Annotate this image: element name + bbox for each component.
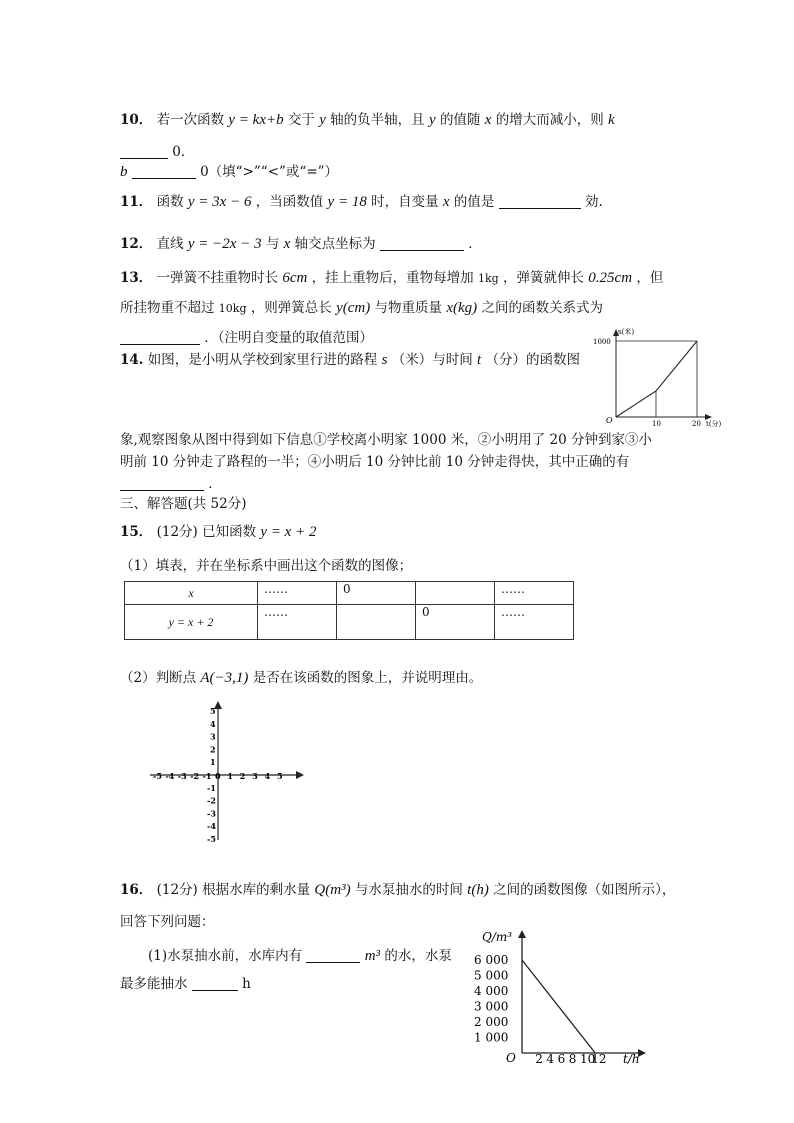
q10-text: 0（填“>”“<”或“=”） xyxy=(200,164,339,180)
q10-var: y xyxy=(319,112,326,128)
table-cell: y = x + 2 xyxy=(125,605,258,640)
q16-text: (1)水泵抽水前，水库内有 xyxy=(148,948,303,964)
q16-y-tick: 1 000 xyxy=(474,1030,509,1045)
q15-score: (12分) xyxy=(156,524,198,540)
table-cell[interactable]: …… xyxy=(258,582,337,605)
q14-path-line xyxy=(616,341,697,417)
q16-x-tick: 10 xyxy=(580,1052,596,1065)
grid-x-arrow xyxy=(296,771,304,779)
q15-text: （2）判断点 xyxy=(120,670,197,686)
grid-x-tick: -2 xyxy=(190,771,200,781)
q16-y-tick: 3 000 xyxy=(474,999,509,1014)
q13-value: 10kg xyxy=(218,302,247,315)
grid-y-tick: 5 xyxy=(210,706,216,717)
q14-text: （分）的函数图 xyxy=(485,352,580,368)
q10-var: y xyxy=(428,112,436,128)
q13-value: 6cm xyxy=(282,270,308,286)
q13-blank[interactable] xyxy=(120,330,200,345)
q10-number: 10． xyxy=(120,112,153,128)
table-cell[interactable]: 0 xyxy=(337,582,416,605)
q13-number: 13． xyxy=(120,270,153,286)
q14-text: ． xyxy=(208,476,222,492)
table-cell: x xyxy=(125,582,258,605)
q16-reservoir-graph xyxy=(470,925,660,1065)
q13-line2 xyxy=(120,296,603,317)
q15-part1: （1）填表，并在坐标系中画出这个函数的图像； xyxy=(120,558,413,574)
q16-hours-blank[interactable] xyxy=(192,976,238,991)
grid-x-tick: -4 xyxy=(165,771,175,781)
grid-x-tick: 3 xyxy=(252,771,258,781)
section-heading: 三、解答题(共 52分) xyxy=(120,496,247,512)
table-cell[interactable]: …… xyxy=(495,605,574,640)
q10-text: 交于 xyxy=(287,112,315,128)
q13-text: ，弹簧就伸长 xyxy=(503,270,584,286)
q13-var: y(cm) xyxy=(336,300,371,316)
q16-water-line xyxy=(522,960,595,1053)
q16-x-tick: 2 xyxy=(535,1052,543,1065)
q10-line3 xyxy=(120,160,338,181)
q10-text: 的增大而减小，则 xyxy=(495,112,604,128)
table-row xyxy=(125,605,574,640)
grid-x-tick: 1 xyxy=(227,771,233,781)
q13-text: ，则弹簧总长 xyxy=(250,300,332,316)
q11-text: ，当函数值 xyxy=(255,194,324,210)
table-cell[interactable]: …… xyxy=(495,582,574,605)
q13-var: x(kg) xyxy=(446,300,478,316)
q16-part1 xyxy=(148,944,452,965)
q16-number: 16． xyxy=(120,882,153,898)
q16-x-tick: 4 xyxy=(546,1052,555,1065)
q15-formula: y = x + 2 xyxy=(260,524,317,540)
q16-origin: O xyxy=(506,1051,516,1065)
q10-var: x xyxy=(484,112,492,128)
q14-text: 如图，是小明从学校到家里行进的路程 xyxy=(147,352,378,368)
q14-var: t xyxy=(477,352,482,368)
q11-var: x xyxy=(442,194,450,210)
q13-text: 之间的函数关系式为 xyxy=(481,300,603,316)
q13-line1 xyxy=(120,266,663,287)
q14-y-tick: 1000 xyxy=(593,338,611,346)
grid-y-tick: -3 xyxy=(207,808,216,819)
q11-text: 効. xyxy=(584,194,603,210)
table-cell[interactable] xyxy=(416,582,495,605)
q10-formula: y = kx+b xyxy=(228,112,284,128)
q15-point: A(−3,1) xyxy=(200,670,249,686)
q15-line xyxy=(120,520,316,541)
q12-line xyxy=(120,232,482,253)
q13-text: ．（注明自变量的取值范围） xyxy=(204,330,374,346)
q16-x-tick: 6 xyxy=(557,1052,566,1065)
q16-x-tick: 8 xyxy=(568,1052,577,1065)
grid-y-tick: -2 xyxy=(207,795,216,806)
q14-distance-time-graph xyxy=(590,325,735,430)
q10-var: k xyxy=(608,112,615,128)
grid-x-tick: 5 xyxy=(277,771,283,781)
q14-line3: 明前 10 分钟走了路程的一半；④小明后 10 分钟比前 10 分钟走得快，其中正确的有 xyxy=(120,454,630,470)
q11-blank[interactable] xyxy=(499,194,581,209)
q16-text: 的水，水泵 xyxy=(384,948,452,964)
q10-line2 xyxy=(120,140,194,160)
grid-x-tick: 2 xyxy=(239,771,246,781)
grid-y-tick: 1 xyxy=(210,757,216,768)
grid-y-tick: -5 xyxy=(207,833,216,844)
q14-text: （米）与时间 xyxy=(391,352,473,368)
q16-y-arrow xyxy=(518,930,526,938)
q15-part2 xyxy=(120,666,482,687)
q10-k-blank[interactable] xyxy=(120,144,168,159)
q16-var: t(h) xyxy=(467,882,489,898)
q10-text: 轴的负半轴，且 xyxy=(330,112,425,128)
table-cell[interactable]: …… xyxy=(258,605,337,640)
grid-y-tick: -1 xyxy=(207,782,216,793)
q12-var: x xyxy=(283,236,291,252)
q12-blank[interactable] xyxy=(380,236,464,251)
grid-x-tick: -1 xyxy=(202,771,212,781)
q12-text: 轴交点坐标为 xyxy=(294,236,376,252)
q16-text: 之间的函数图像（如图所示）， xyxy=(493,882,676,898)
q15-value-table xyxy=(124,581,574,640)
q10-text: 的值随 xyxy=(439,112,481,128)
q11-number: 11． xyxy=(120,194,153,210)
q12-text: 与 xyxy=(265,236,280,252)
q10-var: b xyxy=(120,164,128,180)
q10-text: 若一次函数 xyxy=(156,112,225,128)
q14-line4 xyxy=(120,472,222,492)
table-cell[interactable]: 0 xyxy=(416,605,495,640)
coordinate-grid xyxy=(140,695,310,845)
q12-text: ． xyxy=(468,236,482,252)
q13-text: ，但 xyxy=(636,270,664,286)
grid-y-tick: 3 xyxy=(210,731,216,742)
grid-y-tick: 4 xyxy=(210,718,216,729)
q16-y-label: Q/m³ xyxy=(482,930,513,944)
q14-y-label: s(米) xyxy=(618,328,635,336)
q12-text: 直线 xyxy=(156,236,184,252)
q13-text: 与物重质量 xyxy=(374,300,443,316)
q16-score: (12分) xyxy=(156,882,198,898)
q12-formula: y = −2x − 3 xyxy=(187,236,262,252)
q16-text: 根据水库的剩水量 xyxy=(202,882,311,898)
q10-text: 0． xyxy=(172,144,195,160)
q16-var: Q(m³) xyxy=(314,882,351,898)
q16-text: h xyxy=(242,976,251,992)
q11-line xyxy=(120,190,603,211)
q16-line2: 回答下列问题： xyxy=(120,914,215,930)
q10-line1 xyxy=(120,108,615,129)
grid-x-tick: -3 xyxy=(177,771,187,781)
q14-origin: O xyxy=(606,416,613,425)
q13-line3 xyxy=(120,326,373,346)
q16-y-tick: 2 000 xyxy=(474,1015,509,1029)
q11-condition: y = 18 xyxy=(327,194,367,210)
q10-b-blank[interactable] xyxy=(132,164,196,179)
q13-text: 一弹簧不挂重物时长 xyxy=(156,270,279,286)
q11-text: 时，自变量 xyxy=(371,194,439,210)
grid-y-tick: -4 xyxy=(207,821,216,832)
q16-y-tick: 5 000 xyxy=(474,968,509,983)
grid-y-tick: 2 xyxy=(210,744,216,755)
q11-text: 函数 xyxy=(156,194,184,210)
q14-x-label: t(分) xyxy=(706,420,722,428)
q14-number: 14. xyxy=(120,352,144,368)
table-cell[interactable] xyxy=(337,605,416,640)
q14-x-tick: 10 xyxy=(652,420,661,428)
q14-line2: 象,观察图象从图中得到如下信息①学校离小明家 1000 米，②小明用了 20 分钟到家③小 xyxy=(120,432,652,448)
q15-text: 已知函数 xyxy=(202,524,257,540)
grid-x-tick: 4 xyxy=(264,771,271,781)
q15-text: 是否在该函数的图象上，并说明理由。 xyxy=(252,670,483,686)
q16-y-tick: 4 000 xyxy=(474,984,509,998)
q13-value: 0.25cm xyxy=(588,270,633,286)
q16-line1 xyxy=(120,878,675,899)
table-row xyxy=(125,582,574,605)
q13-text: 所挂物重不超过 xyxy=(120,300,215,316)
grid-x-tick: -5 xyxy=(153,771,162,781)
q16-text: 最多能抽水 xyxy=(120,976,188,992)
q14-x-tick: 20 xyxy=(692,420,701,428)
q16-volume-blank[interactable] xyxy=(306,948,360,963)
q11-text: 的值是 xyxy=(453,194,495,210)
q16-text: 与水泵抽水的时间 xyxy=(354,882,463,898)
q16-y-tick: 6 000 xyxy=(474,953,509,967)
q15-number: 15． xyxy=(120,524,153,540)
q16-part1-cont xyxy=(120,972,251,992)
q13-value: 1kg xyxy=(477,272,499,285)
q11-formula: y = 3x − 6 xyxy=(187,194,252,210)
q16-x-tick: 12 xyxy=(591,1052,607,1065)
q16-x-label: t/h xyxy=(623,1052,640,1065)
grid-x-tick: 0 xyxy=(215,771,221,781)
q14-line1 xyxy=(120,348,580,369)
q13-text: ，挂上重物后，重物每增加 xyxy=(311,270,474,286)
q16-unit: m³ xyxy=(364,948,381,964)
q14-var: s xyxy=(381,352,388,368)
q12-number: 12． xyxy=(120,236,153,252)
q14-blank[interactable] xyxy=(120,476,204,491)
